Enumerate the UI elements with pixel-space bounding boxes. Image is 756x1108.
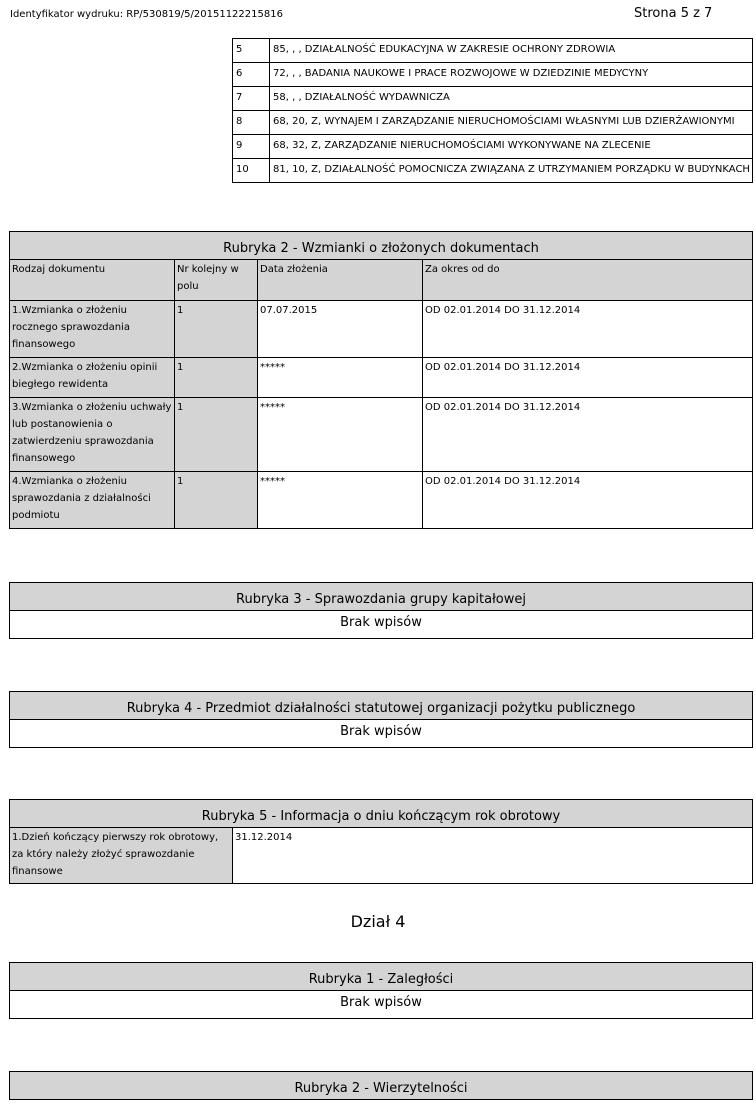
table-row [10,301,753,358]
table-row [233,39,753,63]
section-title: Rubryka 4 - Przedmiot działalności statutowej organizacji pożytku publicznego [10,692,753,720]
section-title: Rubryka 1 - Zaległości [10,963,753,991]
page-number: Strona 5 z 7 [634,6,713,21]
table-row [233,63,753,87]
sequence-number: 1 [175,472,258,529]
table-row [233,87,753,111]
sequence-number: 1 [175,358,258,398]
receivables-section [9,1071,753,1100]
row-number: 6 [233,63,270,87]
document-type: 4.Wzmianka o złożeniu sprawozdania z działalności podmiotu [10,472,175,529]
fiscal-year-label: 1.Dzień kończący pierwszy rok obrotowy, za który należy złożyć sprawozdanie finansowe [10,828,233,884]
section-title: Rubryka 2 - Wierzytelności [10,1072,753,1100]
table-row [233,159,753,183]
row-number: 9 [233,135,270,159]
period: OD 02.01.2014 DO 31.12.2014 [423,358,753,398]
section-title: Rubryka 5 - Informacja o dniu kończącym rok obrotowy [10,800,753,828]
row-number: 5 [233,39,270,63]
filing-date: ***** [258,472,423,529]
activity-text: 81, 10, Z, DZIAŁALNOŚĆ POMOCNICZA ZWIĄZANA Z UTRZYMANIEM PORZĄDKU W BUDYNKACH [270,159,753,183]
fiscal-year-section [9,799,753,884]
filing-date: ***** [258,398,423,472]
no-entries-text: Brak wpisów [10,720,753,748]
fiscal-year-value: 31.12.2014 [233,828,753,884]
table-row [10,398,753,472]
documents-table [9,231,753,529]
capital-group-section [9,582,753,639]
period: OD 02.01.2014 DO 31.12.2014 [423,301,753,358]
activity-text: 68, 20, Z, WYNAJEM I ZARZĄDZANIE NIERUCHOMOŚCIAMI WŁASNYMI LUB DZIERŻAWIONYMI [270,111,753,135]
section-title: Rubryka 2 - Wzmianki o złożonych dokumentach [10,232,753,260]
document-type: 1.Wzmianka o złożeniu rocznego sprawozdania finansowego [10,301,175,358]
table-row [10,358,753,398]
period: OD 02.01.2014 DO 31.12.2014 [423,398,753,472]
column-header: Za okres od do [423,260,753,301]
table-row [10,472,753,529]
arrears-section [9,962,753,1019]
section-title: Rubryka 3 - Sprawozdania grupy kapitałowej [10,583,753,611]
print-identifier: Identyfikator wydruku: RP/530819/5/20151122215816 [10,9,283,20]
filing-date: 07.07.2015 [258,301,423,358]
pkd-activity-table [232,38,753,183]
column-header: Nr kolejny w polu [175,260,258,301]
row-number: 7 [233,87,270,111]
section-heading: Dział 4 [350,912,406,931]
public-benefit-section [9,691,753,748]
activity-text: 58, , , DZIAŁALNOŚĆ WYDAWNICZA [270,87,753,111]
sequence-number: 1 [175,301,258,358]
document-type: 2.Wzmianka o złożeniu opinii biegłego rewidenta [10,358,175,398]
filing-date: ***** [258,358,423,398]
column-header: Rodzaj dokumentu [10,260,175,301]
period: OD 02.01.2014 DO 31.12.2014 [423,472,753,529]
table-row [233,111,753,135]
document-type: 3.Wzmianka o złożeniu uchwały lub postanowienia o zatwierdzeniu sprawozdania finansowego [10,398,175,472]
column-header: Data złożenia [258,260,423,301]
row-number: 10 [233,159,270,183]
table-row [233,135,753,159]
row-number: 8 [233,111,270,135]
no-entries-text: Brak wpisów [10,611,753,639]
sequence-number: 1 [175,398,258,472]
no-entries-text: Brak wpisów [10,991,753,1019]
activity-text: 72, , , BADANIA NAUKOWE I PRACE ROZWOJOWE W DZIEDZINIE MEDYCYNY [270,63,753,87]
activity-text: 68, 32, Z, ZARZĄDZANIE NIERUCHOMOŚCIAMI WYKONYWANE NA ZLECENIE [270,135,753,159]
activity-text: 85, , , DZIAŁALNOŚĆ EDUKACYJNA W ZAKRESIE OCHRONY ZDROWIA [270,39,753,63]
